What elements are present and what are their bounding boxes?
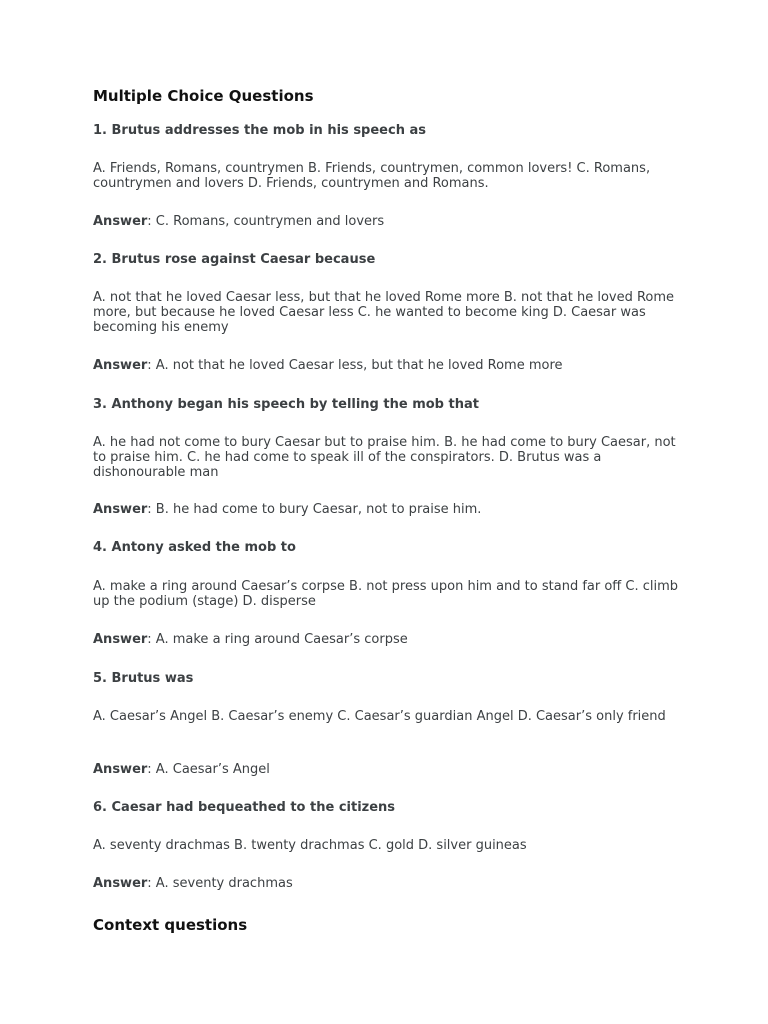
question-1-answer — [93, 214, 384, 229]
answer-label: Answer — [93, 214, 148, 229]
question-3-text: 3. Anthony began his speech by telling the mob that — [93, 397, 479, 412]
answer-text: : C. Romans, countrymen and lovers — [147, 214, 385, 229]
question-4-answer — [93, 632, 408, 647]
question-4-text: 4. Antony asked the mob to — [93, 540, 296, 555]
question-2-options: A. not that he loved Caesar less, but that he loved Rome more B. not that he loved Rome more, but because he loved Caesar less C. he wanted to become king D. Caesar was becoming his enemy — [93, 290, 675, 335]
question-5-options: A. Caesar’s Angel B. Caesar’s enemy C. Caesar’s guardian Angel D. Caesar’s only friend — [93, 709, 666, 724]
question-2-text: 2. Brutus rose against Caesar because — [93, 252, 376, 267]
question-2-answer — [93, 358, 563, 373]
answer-label: Answer — [93, 632, 148, 647]
question-3-answer — [93, 502, 481, 517]
context-heading: Context questions — [93, 916, 248, 934]
answer-label: Answer — [93, 762, 148, 777]
question-5-answer — [93, 762, 270, 777]
question-5-text: 5. Brutus was — [93, 671, 194, 686]
question-1-text: 1. Brutus addresses the mob in his speech as — [93, 123, 426, 138]
answer-label: Answer — [93, 358, 148, 373]
answer-text: : A. Caesar’s Angel — [147, 762, 270, 777]
question-3-options: A. he had not come to bury Caesar but to praise him. B. he had come to bury Caesar, not to praise him. C. he had come to speak ill of the conspirators. D. Brutus was a dishonourable man — [93, 435, 676, 480]
answer-text: : B. he had come to bury Caesar, not to praise him. — [147, 502, 482, 517]
question-1-options: A. Friends, Romans, countrymen B. Friends, countrymen, common lovers! C. Romans, countrymen and lovers D. Friends, countrymen and Romans. — [93, 161, 651, 191]
question-4-options: A. make a ring around Caesar’s corpse B. not press upon him and to stand far off C. climb up the podium (stage) D. disperse — [93, 579, 679, 609]
question-6-options: A. seventy drachmas B. twenty drachmas C. gold D. silver guineas — [93, 838, 527, 853]
answer-text: : A. make a ring around Caesar’s corpse — [147, 632, 408, 647]
answer-label: Answer — [93, 876, 148, 891]
answer-text: : A. seventy drachmas — [147, 876, 293, 891]
mcq-heading: Multiple Choice Questions — [93, 87, 314, 105]
answer-label: Answer — [93, 502, 148, 517]
answer-text: : A. not that he loved Caesar less, but that he loved Rome more — [147, 358, 563, 373]
question-6-answer — [93, 876, 293, 891]
question-6-text: 6. Caesar had bequeathed to the citizens — [93, 800, 396, 815]
